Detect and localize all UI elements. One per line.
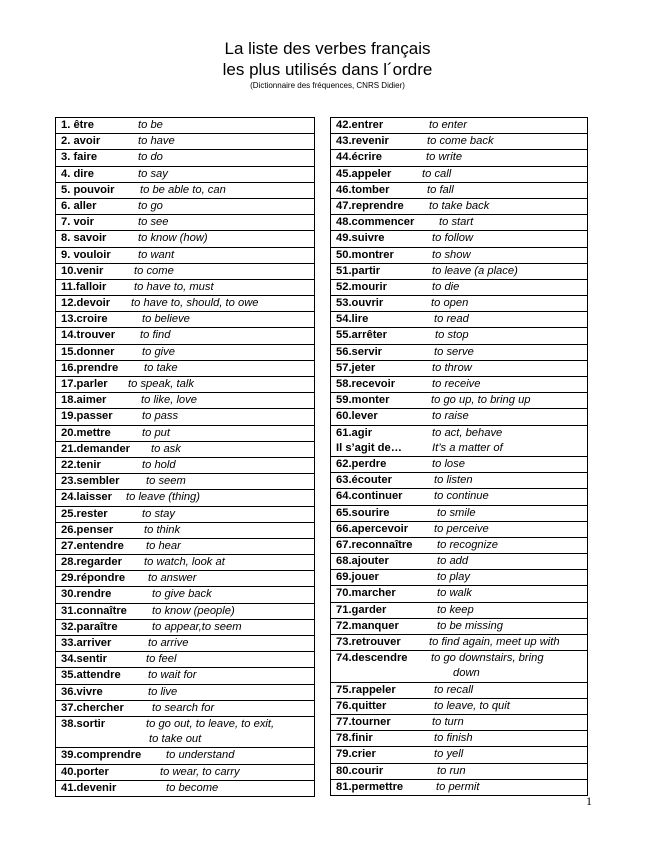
table-row: [56, 619, 314, 635]
meaning: to fall: [427, 183, 454, 196]
table-row: [56, 279, 314, 295]
verb: 31.connaître: [61, 604, 127, 617]
meaning: to perceive: [434, 522, 489, 535]
meaning: to add: [437, 555, 469, 568]
meaning: to believe: [142, 313, 190, 326]
meaning: to permit: [436, 780, 480, 793]
meaning: to give back: [152, 588, 212, 601]
verb: 60.lever: [336, 410, 378, 423]
verb: 6. aller: [61, 199, 97, 212]
meaning: to take back: [429, 199, 490, 212]
table-row: [331, 779, 587, 795]
verb: 37.chercher: [61, 701, 124, 714]
table-row: [56, 635, 314, 651]
table-row: [56, 651, 314, 667]
meaning: to be: [138, 119, 163, 131]
meaning: to go up, to bring up: [431, 394, 531, 407]
table-row: [56, 263, 314, 279]
verb: 10.venir: [61, 264, 104, 277]
verb: 49.suivre: [336, 232, 385, 245]
table-row: [56, 667, 314, 683]
verb: 80.courir: [336, 764, 384, 777]
table-row: [56, 392, 314, 408]
table-row: [56, 473, 314, 489]
table-row: [331, 425, 587, 456]
table-row: [331, 521, 587, 537]
table-row: [331, 295, 587, 311]
meaning: to read: [434, 313, 469, 326]
meaning: to give: [142, 345, 175, 358]
verb: 20.mettre: [61, 426, 111, 439]
table-row: [56, 149, 314, 165]
table-row: [331, 746, 587, 762]
verb: 4. dire: [61, 167, 94, 180]
verb: 62.perdre: [336, 457, 387, 470]
meaning: to leave (a place): [432, 264, 518, 277]
table-row: [56, 376, 314, 392]
meaning: to come: [134, 264, 174, 277]
table-row: [331, 247, 587, 263]
meaning: to show: [432, 248, 471, 261]
verb: 46.tomber: [336, 183, 390, 196]
meaning: to have: [138, 135, 175, 148]
meaning: to speak, talk: [128, 378, 194, 390]
table-row: [56, 506, 314, 522]
meaning: to leave (thing): [126, 491, 201, 504]
meaning: to find again, meet up with: [429, 636, 560, 649]
table-row: [331, 327, 587, 343]
table-row: [56, 214, 314, 230]
title-line-1: La liste des verbes français: [224, 39, 431, 58]
meaning: to throw: [432, 361, 472, 374]
meaning: to go: [138, 199, 163, 212]
table-row: [331, 472, 587, 488]
meaning: to continue: [434, 490, 489, 503]
verb: 7. voir: [61, 216, 94, 229]
table-row: [331, 279, 587, 295]
verb: 45.appeler: [336, 167, 392, 180]
page-number: 1: [586, 794, 592, 808]
verb: 21.demander: [61, 442, 131, 455]
verb: 39.comprendre: [61, 749, 142, 762]
meaning: to search for: [152, 701, 215, 714]
verb-secondary: Il s’agit de…: [336, 441, 402, 454]
verb: 65.sourire: [336, 506, 390, 519]
table-row: [331, 376, 587, 392]
table-row: [56, 684, 314, 700]
table-row: [56, 198, 314, 214]
table-row: [56, 538, 314, 554]
verb: 26.penser: [61, 523, 114, 536]
table-row: [56, 311, 314, 327]
table-row: [331, 166, 587, 182]
meaning: to appear,to seem: [152, 620, 242, 633]
table-row: [331, 360, 587, 376]
verb: 35.attendre: [61, 669, 121, 682]
meaning: to be able to, can: [140, 183, 226, 196]
verb: 23.sembler: [61, 475, 120, 488]
verb: 71.garder: [336, 603, 387, 616]
meaning: to live: [148, 685, 178, 698]
table-row: [56, 522, 314, 538]
meaning: to find: [140, 329, 171, 342]
meaning: to say: [138, 167, 168, 180]
verb: 16.prendre: [61, 361, 119, 374]
table-row: [331, 553, 587, 569]
table-row: [331, 585, 587, 601]
meaning: to follow: [432, 232, 474, 245]
table-row: [331, 537, 587, 553]
table-row: [331, 118, 587, 133]
meaning: to feel: [146, 653, 177, 666]
verb: 42.entrer: [336, 119, 384, 131]
verb: 57.jeter: [336, 361, 376, 374]
verb: 48.commencer: [336, 216, 415, 229]
table-row: [331, 730, 587, 746]
verb: 41.devenir: [61, 781, 117, 794]
table-row: [56, 118, 314, 133]
verb: 43.revenir: [336, 135, 389, 148]
table-row: [56, 360, 314, 376]
table-row: [331, 392, 587, 408]
meaning: to go out, to leave, to exit,: [146, 717, 275, 730]
table-row: [331, 198, 587, 214]
meaning: to take: [144, 361, 178, 374]
verb: 79.crier: [336, 748, 376, 761]
table-row: [56, 603, 314, 619]
verb: 51.partir: [336, 264, 381, 277]
verb: 2. avoir: [61, 135, 101, 148]
verb: 8. savoir: [61, 232, 107, 245]
meaning: to lose: [432, 457, 465, 470]
verb: 5. pouvoir: [61, 183, 115, 196]
meaning: to write: [426, 151, 463, 164]
verb: 70.marcher: [336, 587, 396, 600]
table-row: [331, 133, 587, 149]
verb: 58.recevoir: [336, 378, 396, 390]
meaning: to listen: [434, 474, 473, 487]
table-row: [56, 327, 314, 343]
meaning: to come back: [427, 135, 494, 148]
meaning-continued: to take out: [149, 733, 202, 746]
verb: 38.sortir: [61, 717, 106, 730]
table-row: [331, 698, 587, 714]
table-row: [56, 166, 314, 182]
table-row: [56, 700, 314, 716]
table-row: [331, 182, 587, 198]
table-row: [56, 230, 314, 246]
verb: 68.ajouter: [336, 555, 389, 568]
meaning: to stay: [142, 507, 175, 520]
table-row: [56, 570, 314, 586]
verb: 32.paraître: [61, 620, 118, 633]
meaning: to wait for: [148, 669, 197, 682]
page-header: [0, 38, 655, 92]
verb: 52.mourir: [336, 280, 387, 293]
table-row: [56, 716, 314, 747]
table-row: [331, 602, 587, 618]
meaning: to raise: [432, 410, 469, 423]
table-row: [331, 634, 587, 650]
meaning: to smile: [437, 506, 476, 519]
verb: 66.apercevoir: [336, 522, 409, 535]
meaning: to recall: [434, 683, 474, 696]
meaning: to arrive: [148, 637, 189, 649]
table-row: [56, 747, 314, 763]
verb: 40.porter: [61, 765, 109, 778]
meaning: to hear: [146, 539, 181, 552]
meaning: to walk: [437, 587, 472, 600]
verb: 28.regarder: [61, 556, 122, 569]
verb: 14.trouver: [61, 329, 116, 342]
meaning: to know (people): [152, 604, 235, 617]
meaning: to stop: [435, 329, 469, 342]
verb: 73.retrouver: [336, 636, 401, 649]
table-row: [56, 408, 314, 424]
table-row: [56, 182, 314, 198]
verb: 78.finir: [336, 732, 373, 745]
meaning: to have to, should, to owe: [131, 297, 259, 310]
meaning: to leave, to quit: [434, 699, 510, 712]
meaning: to run: [437, 764, 466, 777]
subtitle: (Dictionnaire des fréquences, CNRS Didier): [250, 81, 405, 90]
table-row: [331, 714, 587, 730]
verb-table-right: [330, 117, 588, 796]
meaning: to become: [166, 781, 219, 794]
table-row: [331, 214, 587, 230]
table-row: [331, 763, 587, 779]
verb: 19.passer: [61, 410, 113, 423]
verb: 76.quitter: [336, 699, 387, 712]
verb: 54.lire: [336, 313, 369, 326]
meaning: to recognize: [437, 538, 498, 551]
verb: 15.donner: [61, 345, 115, 358]
table-row: [56, 764, 314, 780]
meaning-continued: It’s a matter of: [432, 441, 503, 454]
verb: 3. faire: [61, 151, 98, 164]
table-row: [331, 149, 587, 165]
meaning: to act, behave: [432, 426, 503, 439]
meaning: to like, love: [141, 394, 197, 407]
table-row: [331, 505, 587, 521]
meaning: to understand: [166, 749, 235, 762]
verb: 30.rendre: [61, 588, 112, 601]
verb: 63.écouter: [336, 474, 392, 487]
table-row: [331, 456, 587, 472]
verb: 47.reprendre: [336, 199, 404, 212]
verb: 75.rappeler: [336, 683, 396, 696]
meaning: to hold: [142, 458, 176, 471]
table-row: [331, 682, 587, 698]
meaning: to call: [422, 167, 452, 180]
table-row: [56, 344, 314, 360]
table-row: [331, 569, 587, 585]
meaning: to be missing: [437, 619, 503, 632]
table-row: [56, 586, 314, 602]
table-row: [56, 554, 314, 570]
verb: 33.arriver: [61, 637, 112, 649]
verb: 72.manquer: [336, 619, 399, 632]
table-row: [56, 133, 314, 149]
table-row: [331, 311, 587, 327]
meaning: to open: [431, 297, 469, 310]
verb: 69.jouer: [336, 571, 379, 584]
table-row: [331, 263, 587, 279]
meaning: to ask: [151, 442, 181, 455]
table-row: [331, 618, 587, 634]
verb: 29.répondre: [61, 572, 126, 585]
verb: 34.sentir: [61, 653, 108, 666]
table-row: [56, 457, 314, 473]
verb: 77.tourner: [336, 715, 391, 728]
table-row: [331, 650, 587, 681]
meaning: to play: [437, 571, 470, 584]
verb: 13.croire: [61, 313, 108, 326]
meaning: to enter: [429, 119, 467, 131]
verb: 27.entendre: [61, 539, 124, 552]
table-row: [56, 425, 314, 441]
verb: 59.monter: [336, 394, 390, 407]
verb: 67.reconnaître: [336, 538, 413, 551]
table-row: [56, 295, 314, 311]
verb: 61.agir: [336, 426, 373, 439]
meaning: to start: [439, 216, 474, 229]
meaning: to finish: [434, 732, 473, 745]
meaning: to die: [432, 280, 460, 293]
table-row: [56, 441, 314, 457]
meaning: to turn: [432, 715, 464, 728]
meaning: to pass: [142, 410, 179, 423]
verb: 22.tenir: [61, 458, 101, 471]
verb: 53.ouvrir: [336, 297, 384, 310]
table-row: [331, 408, 587, 424]
meaning: to know (how): [138, 232, 208, 245]
verb: 44.écrire: [336, 151, 383, 164]
verb: 50.montrer: [336, 248, 394, 261]
meaning: to answer: [148, 572, 197, 585]
verb: 25.rester: [61, 507, 108, 520]
meaning: to have to, must: [134, 280, 214, 293]
verb-table-left: [55, 117, 315, 797]
verb: 81.permettre: [336, 780, 404, 793]
title-line-2: les plus utilisés dans l´ordre: [222, 60, 433, 79]
meaning: to go downstairs, bring: [431, 652, 544, 665]
meaning: to think: [144, 523, 181, 536]
table-row: [331, 488, 587, 504]
meaning: to serve: [434, 345, 474, 358]
verb: 74.descendre: [336, 652, 408, 665]
verb: 24.laisser: [61, 491, 113, 504]
meaning: to wear, to carry: [160, 765, 240, 778]
meaning: to yell: [434, 748, 464, 761]
verb: 18.aimer: [61, 394, 107, 407]
verb: 9. vouloir: [61, 248, 111, 261]
meaning: to keep: [437, 603, 474, 616]
meaning: to do: [138, 151, 163, 164]
verb: 55.arrêter: [336, 329, 388, 342]
meaning: to put: [142, 426, 170, 439]
verb: 12.devoir: [61, 297, 111, 310]
verb: 11.falloir: [61, 280, 107, 293]
verb: 36.vivre: [61, 685, 103, 698]
meaning: to see: [138, 216, 169, 229]
meaning: to want: [138, 248, 175, 261]
verb: 64.continuer: [336, 490, 403, 503]
table-row: [56, 780, 314, 796]
meaning: to receive: [432, 378, 481, 390]
meaning: to watch, look at: [144, 556, 225, 569]
meaning: to seem: [146, 475, 186, 488]
verb: 1. être: [61, 119, 94, 131]
table-row: [331, 344, 587, 360]
table-row: [56, 247, 314, 263]
verb: 56.servir: [336, 345, 383, 358]
meaning-continued: down: [453, 667, 480, 680]
verb: 17.parler: [61, 378, 108, 390]
table-row: [56, 489, 314, 505]
table-row: [331, 230, 587, 246]
